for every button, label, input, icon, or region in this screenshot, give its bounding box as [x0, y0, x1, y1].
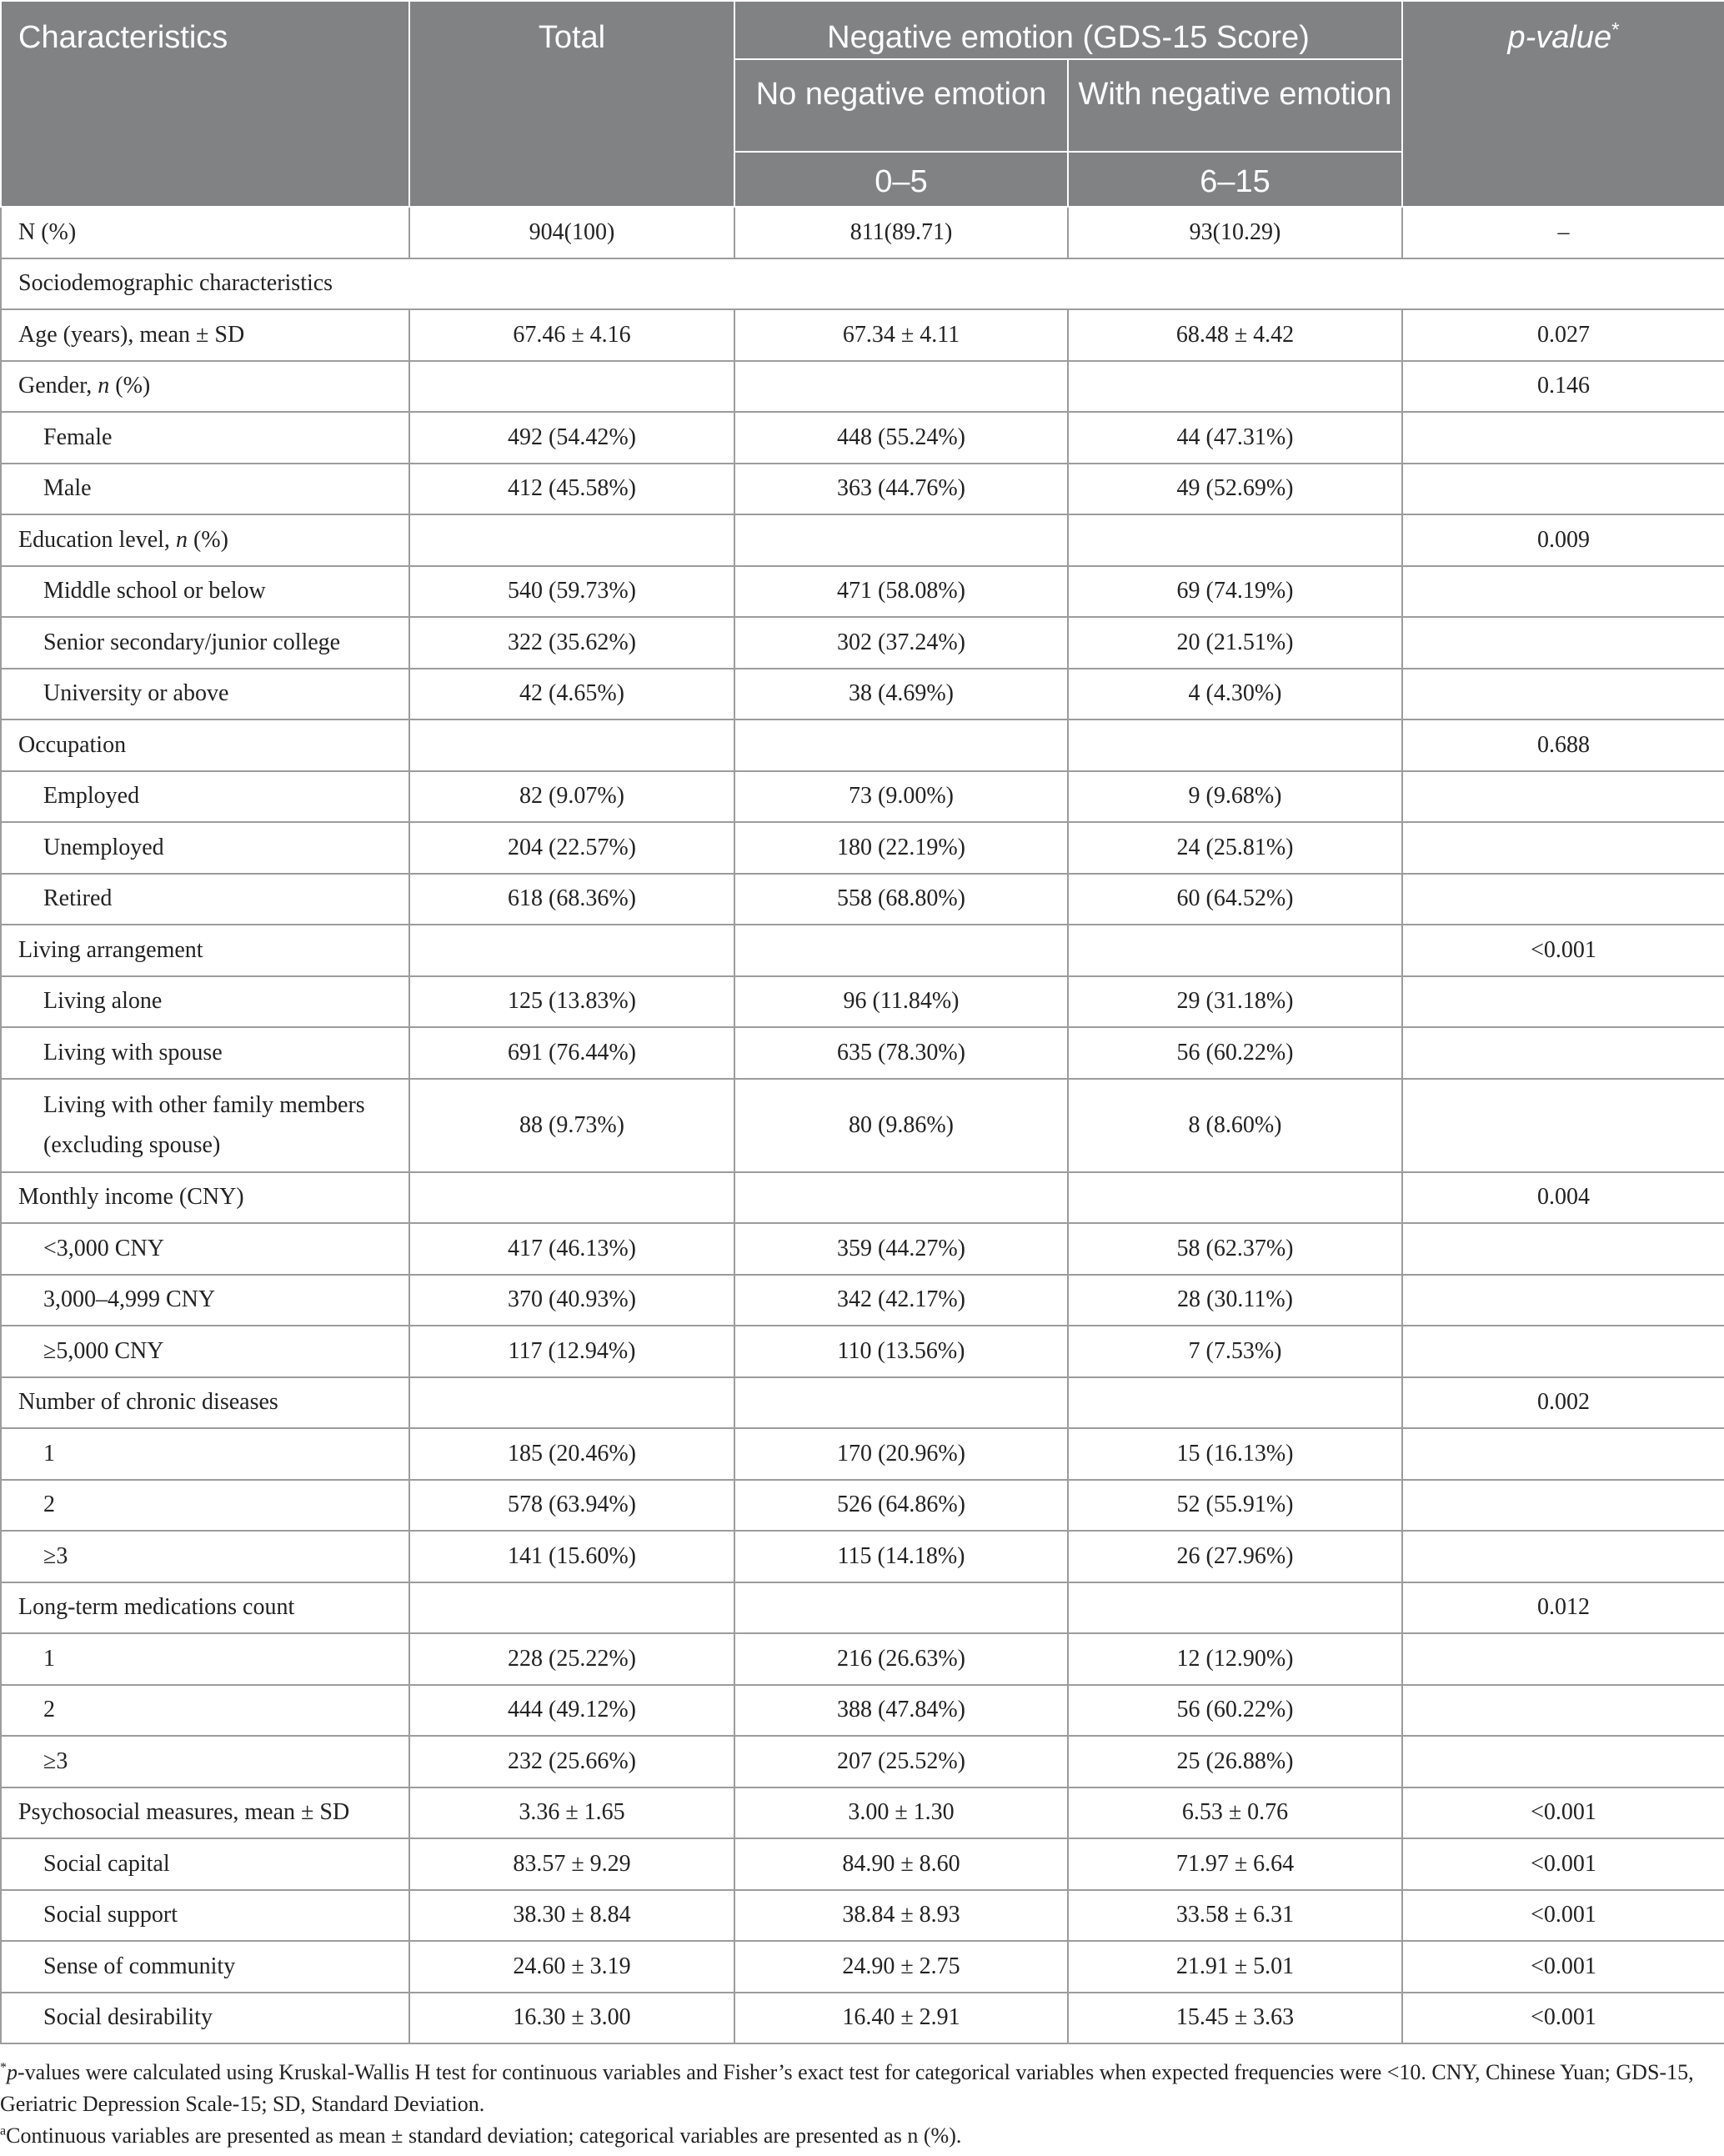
cell-with-negative — [1068, 1377, 1402, 1429]
cell-no-negative: 115 (14.18%) — [734, 1531, 1068, 1582]
row-label: 3,000–4,999 CNY — [1, 1275, 409, 1326]
cell-total: 82 (9.07%) — [409, 771, 734, 823]
cell-no-negative — [734, 720, 1068, 771]
cell-with-negative: 93(10.29) — [1068, 207, 1402, 258]
cell-no-negative: 67.34 ± 4.11 — [734, 309, 1068, 361]
header-pvalue — [1402, 1, 1724, 207]
cell-with-negative: 49 (52.69%) — [1068, 464, 1402, 515]
table-row — [1, 309, 1724, 361]
cell-with-negative: 69 (74.19%) — [1068, 566, 1402, 618]
cell-total: 141 (15.60%) — [409, 1531, 734, 1582]
cell-total: 16.30 ± 3.00 — [409, 1993, 734, 2044]
cell-total: 204 (22.57%) — [409, 822, 734, 874]
header-pvalue-mark: * — [1611, 18, 1620, 42]
row-label: Sense of community — [1, 1941, 409, 1993]
cell-with-negative: 6.53 ± 0.76 — [1068, 1787, 1402, 1839]
cell-no-negative: 3.00 ± 1.30 — [734, 1787, 1068, 1839]
cell-with-negative: 33.58 ± 6.31 — [1068, 1890, 1402, 1942]
row-label: Middle school or below — [1, 566, 409, 618]
table-row — [1, 874, 1724, 925]
header-pvalue-text: p-value — [1507, 20, 1612, 55]
cell-pvalue — [1402, 1428, 1724, 1480]
cell-total — [409, 1172, 734, 1224]
row-label: 2 — [1, 1480, 409, 1532]
footnote-2-text: Continuous variables are presented as mean ± standard deviation; categorical variables are presented as n (%). — [6, 2123, 962, 2148]
cell-total: 540 (59.73%) — [409, 566, 734, 618]
cell-with-negative: 8 (8.60%) — [1068, 1079, 1402, 1172]
row-label: 1 — [1, 1428, 409, 1480]
table-header — [1, 1, 1724, 207]
cell-with-negative — [1068, 1172, 1402, 1224]
cell-pvalue: 0.146 — [1402, 361, 1724, 413]
table-row — [1, 566, 1724, 618]
table-row — [1, 207, 1724, 258]
table-row — [1, 412, 1724, 464]
cell-pvalue: <0.001 — [1402, 1941, 1724, 1993]
cell-no-negative: 811(89.71) — [734, 207, 1068, 258]
row-label: 2 — [1, 1685, 409, 1737]
header-negative-emotion: Negative emotion (GDS-15 Score) — [734, 1, 1402, 59]
table-row — [1, 720, 1724, 771]
cell-pvalue: 0.004 — [1402, 1172, 1724, 1224]
table-row — [1, 1326, 1724, 1377]
cell-total: 24.60 ± 3.19 — [409, 1941, 734, 1993]
cell-pvalue: 0.012 — [1402, 1582, 1724, 1634]
cell-no-negative: 363 (44.76%) — [734, 464, 1068, 515]
table-row — [1, 1275, 1724, 1326]
table-row — [1, 1223, 1724, 1275]
cell-with-negative — [1068, 1582, 1402, 1634]
row-label: Gender, n (%) — [1, 361, 409, 413]
cell-with-negative: 56 (60.22%) — [1068, 1685, 1402, 1737]
table-row — [1, 1890, 1724, 1942]
cell-total: 322 (35.62%) — [409, 617, 734, 669]
table-row — [1, 1685, 1724, 1737]
table-row — [1, 976, 1724, 1028]
table-row — [1, 361, 1724, 413]
cell-no-negative: 170 (20.96%) — [734, 1428, 1068, 1480]
row-label: Living with spouse — [1, 1027, 409, 1079]
cell-total: 3.36 ± 1.65 — [409, 1787, 734, 1839]
cell-pvalue — [1402, 822, 1724, 874]
cell-no-negative: 73 (9.00%) — [734, 771, 1068, 823]
row-label: Senior secondary/junior college — [1, 617, 409, 669]
cell-no-negative: 207 (25.52%) — [734, 1736, 1068, 1787]
table-row — [1, 1172, 1724, 1224]
row-label: Number of chronic diseases — [1, 1377, 409, 1429]
cell-no-negative: 38 (4.69%) — [734, 669, 1068, 720]
cell-no-negative — [734, 514, 1068, 566]
table-row — [1, 1027, 1724, 1079]
row-label: Social support — [1, 1890, 409, 1942]
cell-with-negative: 60 (64.52%) — [1068, 874, 1402, 925]
cell-pvalue — [1402, 874, 1724, 925]
cell-total: 417 (46.13%) — [409, 1223, 734, 1275]
cell-pvalue — [1402, 1079, 1724, 1172]
footnote-2-mark: a — [0, 2123, 7, 2138]
cell-no-negative: 16.40 ± 2.91 — [734, 1993, 1068, 2044]
cell-with-negative: 24 (25.81%) — [1068, 822, 1402, 874]
row-label: Unemployed — [1, 822, 409, 874]
cell-total: 578 (63.94%) — [409, 1480, 734, 1532]
cell-no-negative: 388 (47.84%) — [734, 1685, 1068, 1737]
cell-pvalue: – — [1402, 207, 1724, 258]
cell-with-negative: 58 (62.37%) — [1068, 1223, 1402, 1275]
cell-total: 618 (68.36%) — [409, 874, 734, 925]
row-label: Male — [1, 464, 409, 515]
cell-pvalue — [1402, 669, 1724, 720]
row-label: Living alone — [1, 976, 409, 1028]
cell-total: 691 (76.44%) — [409, 1027, 734, 1079]
table-row — [1, 1428, 1724, 1480]
cell-no-negative — [734, 1377, 1068, 1429]
cell-pvalue: <0.001 — [1402, 1787, 1724, 1839]
cell-no-negative: 96 (11.84%) — [734, 976, 1068, 1028]
cell-total: 42 (4.65%) — [409, 669, 734, 720]
table-row — [1, 258, 1724, 310]
table-row — [1, 514, 1724, 566]
header-characteristics: Characteristics — [1, 1, 409, 207]
cell-pvalue — [1402, 464, 1724, 515]
table-row — [1, 1582, 1724, 1634]
cell-total — [409, 361, 734, 413]
table-row — [1, 1377, 1724, 1429]
cell-with-negative: 12 (12.90%) — [1068, 1633, 1402, 1685]
cell-no-negative: 359 (44.27%) — [734, 1223, 1068, 1275]
cell-with-negative: 52 (55.91%) — [1068, 1480, 1402, 1532]
cell-no-negative — [734, 361, 1068, 413]
cell-with-negative: 4 (4.30%) — [1068, 669, 1402, 720]
footnote-1-italic: p — [7, 2060, 18, 2084]
footnote-1-text: -values were calculated using Kruskal-Wallis H test for continuous variables and Fisher’s exact test for categorical variables when expected frequencies were <10. CNY, Chinese Yuan; GDS-15, Geriatric Depression Scale-15; SD, Standard Deviation. — [0, 2060, 1694, 2116]
cell-with-negative: 29 (31.18%) — [1068, 976, 1402, 1028]
row-label: ≥5,000 CNY — [1, 1326, 409, 1377]
cell-total: 444 (49.12%) — [409, 1685, 734, 1737]
cell-total: 117 (12.94%) — [409, 1326, 734, 1377]
cell-pvalue — [1402, 1027, 1724, 1079]
cell-no-negative: 558 (68.80%) — [734, 874, 1068, 925]
cell-with-negative: 56 (60.22%) — [1068, 1027, 1402, 1079]
table-row — [1, 1993, 1724, 2044]
cell-no-negative — [734, 925, 1068, 976]
cell-no-negative: 471 (58.08%) — [734, 566, 1068, 618]
cell-no-negative: 84.90 ± 8.60 — [734, 1838, 1068, 1890]
row-label: Living with other family members (excluding spouse) — [1, 1079, 409, 1172]
cell-total: 228 (25.22%) — [409, 1633, 734, 1685]
cell-with-negative: 15.45 ± 3.63 — [1068, 1993, 1402, 2044]
cell-pvalue: <0.001 — [1402, 1993, 1724, 2044]
table-row — [1, 1736, 1724, 1787]
row-label: Age (years), mean ± SD — [1, 309, 409, 361]
cell-total: 492 (54.42%) — [409, 412, 734, 464]
cell-pvalue — [1402, 1531, 1724, 1582]
table-row — [1, 771, 1724, 823]
cell-total: 88 (9.73%) — [409, 1079, 734, 1172]
table-body — [1, 207, 1724, 2043]
row-label: Education level, n (%) — [1, 514, 409, 566]
cell-pvalue — [1402, 617, 1724, 669]
table-row — [1, 1633, 1724, 1685]
footnote-1-mark: * — [0, 2060, 7, 2075]
cell-pvalue: 0.027 — [1402, 309, 1724, 361]
cell-with-negative — [1068, 720, 1402, 771]
row-label: Social capital — [1, 1838, 409, 1890]
cell-pvalue — [1402, 1223, 1724, 1275]
cell-no-negative — [734, 1582, 1068, 1634]
footnote-2 — [0, 2120, 1724, 2152]
cell-pvalue — [1402, 1736, 1724, 1787]
table-row — [1, 669, 1724, 720]
row-label: Psychosocial measures, mean ± SD — [1, 1787, 409, 1839]
cell-pvalue: 0.002 — [1402, 1377, 1724, 1429]
row-label: Occupation — [1, 720, 409, 771]
cell-no-negative: 80 (9.86%) — [734, 1079, 1068, 1172]
cell-no-negative: 110 (13.56%) — [734, 1326, 1068, 1377]
cell-no-negative: 448 (55.24%) — [734, 412, 1068, 464]
footnotes — [0, 2057, 1724, 2152]
row-label: Retired — [1, 874, 409, 925]
table-row — [1, 822, 1724, 874]
cell-with-negative: 44 (47.31%) — [1068, 412, 1402, 464]
cell-pvalue — [1402, 976, 1724, 1028]
cell-total — [409, 925, 734, 976]
table-row — [1, 1079, 1724, 1172]
table-row — [1, 1838, 1724, 1890]
cell-total — [409, 1377, 734, 1429]
row-label: N (%) — [1, 207, 409, 258]
cell-pvalue — [1402, 1685, 1724, 1737]
header-no-negative: No negative emotion — [734, 59, 1068, 152]
cell-total — [409, 720, 734, 771]
cell-total — [409, 514, 734, 566]
cell-no-negative — [734, 1172, 1068, 1224]
cell-no-negative: 302 (37.24%) — [734, 617, 1068, 669]
cell-total: 38.30 ± 8.84 — [409, 1890, 734, 1942]
row-label: University or above — [1, 669, 409, 720]
header-with-negative: With negative emotion — [1068, 59, 1402, 152]
cell-with-negative — [1068, 514, 1402, 566]
footnote-1 — [0, 2057, 1724, 2120]
cell-no-negative: 216 (26.63%) — [734, 1633, 1068, 1685]
header-range-with: 6–15 — [1068, 152, 1402, 207]
cell-with-negative — [1068, 361, 1402, 413]
row-label: Long-term medications count — [1, 1582, 409, 1634]
cell-pvalue — [1402, 1275, 1724, 1326]
table-row — [1, 617, 1724, 669]
cell-total: 185 (20.46%) — [409, 1428, 734, 1480]
cell-with-negative: 26 (27.96%) — [1068, 1531, 1402, 1582]
cell-pvalue — [1402, 1633, 1724, 1685]
cell-with-negative: 71.97 ± 6.64 — [1068, 1838, 1402, 1890]
cell-total — [409, 1582, 734, 1634]
cell-pvalue: <0.001 — [1402, 1890, 1724, 1942]
row-label: Social desirability — [1, 1993, 409, 2044]
cell-with-negative: 15 (16.13%) — [1068, 1428, 1402, 1480]
cell-with-negative: 68.48 ± 4.42 — [1068, 309, 1402, 361]
cell-pvalue: 0.009 — [1402, 514, 1724, 566]
cell-pvalue: <0.001 — [1402, 925, 1724, 976]
cell-pvalue: 0.688 — [1402, 720, 1724, 771]
cell-no-negative: 342 (42.17%) — [734, 1275, 1068, 1326]
header-range-no: 0–5 — [734, 152, 1068, 207]
table-row — [1, 1941, 1724, 1993]
row-label: ≥3 — [1, 1736, 409, 1787]
cell-with-negative: 21.91 ± 5.01 — [1068, 1941, 1402, 1993]
table-row — [1, 1787, 1724, 1839]
cell-total: 67.46 ± 4.16 — [409, 309, 734, 361]
row-label: Monthly income (CNY) — [1, 1172, 409, 1224]
row-label: 1 — [1, 1633, 409, 1685]
row-label: <3,000 CNY — [1, 1223, 409, 1275]
table-row — [1, 1480, 1724, 1532]
row-label: Employed — [1, 771, 409, 823]
cell-with-negative: 9 (9.68%) — [1068, 771, 1402, 823]
cell-with-negative: 7 (7.53%) — [1068, 1326, 1402, 1377]
table-row — [1, 925, 1724, 976]
cell-no-negative: 38.84 ± 8.93 — [734, 1890, 1068, 1942]
cell-with-negative: 28 (30.11%) — [1068, 1275, 1402, 1326]
cell-pvalue — [1402, 1326, 1724, 1377]
cell-total: 232 (25.66%) — [409, 1736, 734, 1787]
cell-total: 370 (40.93%) — [409, 1275, 734, 1326]
cell-total: 83.57 ± 9.29 — [409, 1838, 734, 1890]
row-label: Female — [1, 412, 409, 464]
cell-pvalue: <0.001 — [1402, 1838, 1724, 1890]
section-label: Sociodemographic characteristics — [1, 258, 1724, 310]
cell-with-negative: 20 (21.51%) — [1068, 617, 1402, 669]
cell-total: 412 (45.58%) — [409, 464, 734, 515]
row-label: Living arrangement — [1, 925, 409, 976]
cell-pvalue — [1402, 1480, 1724, 1532]
header-total: Total — [409, 1, 734, 207]
cell-pvalue — [1402, 412, 1724, 464]
table-row — [1, 464, 1724, 515]
cell-total: 125 (13.83%) — [409, 976, 734, 1028]
cell-with-negative: 25 (26.88%) — [1068, 1736, 1402, 1787]
cell-no-negative: 24.90 ± 2.75 — [734, 1941, 1068, 1993]
cell-no-negative: 526 (64.86%) — [734, 1480, 1068, 1532]
cell-pvalue — [1402, 771, 1724, 823]
cell-with-negative — [1068, 925, 1402, 976]
cell-pvalue — [1402, 566, 1724, 618]
cell-no-negative: 180 (22.19%) — [734, 822, 1068, 874]
cell-no-negative: 635 (78.30%) — [734, 1027, 1068, 1079]
table-row — [1, 1531, 1724, 1582]
cell-total: 904(100) — [409, 207, 734, 258]
row-label: ≥3 — [1, 1531, 409, 1582]
